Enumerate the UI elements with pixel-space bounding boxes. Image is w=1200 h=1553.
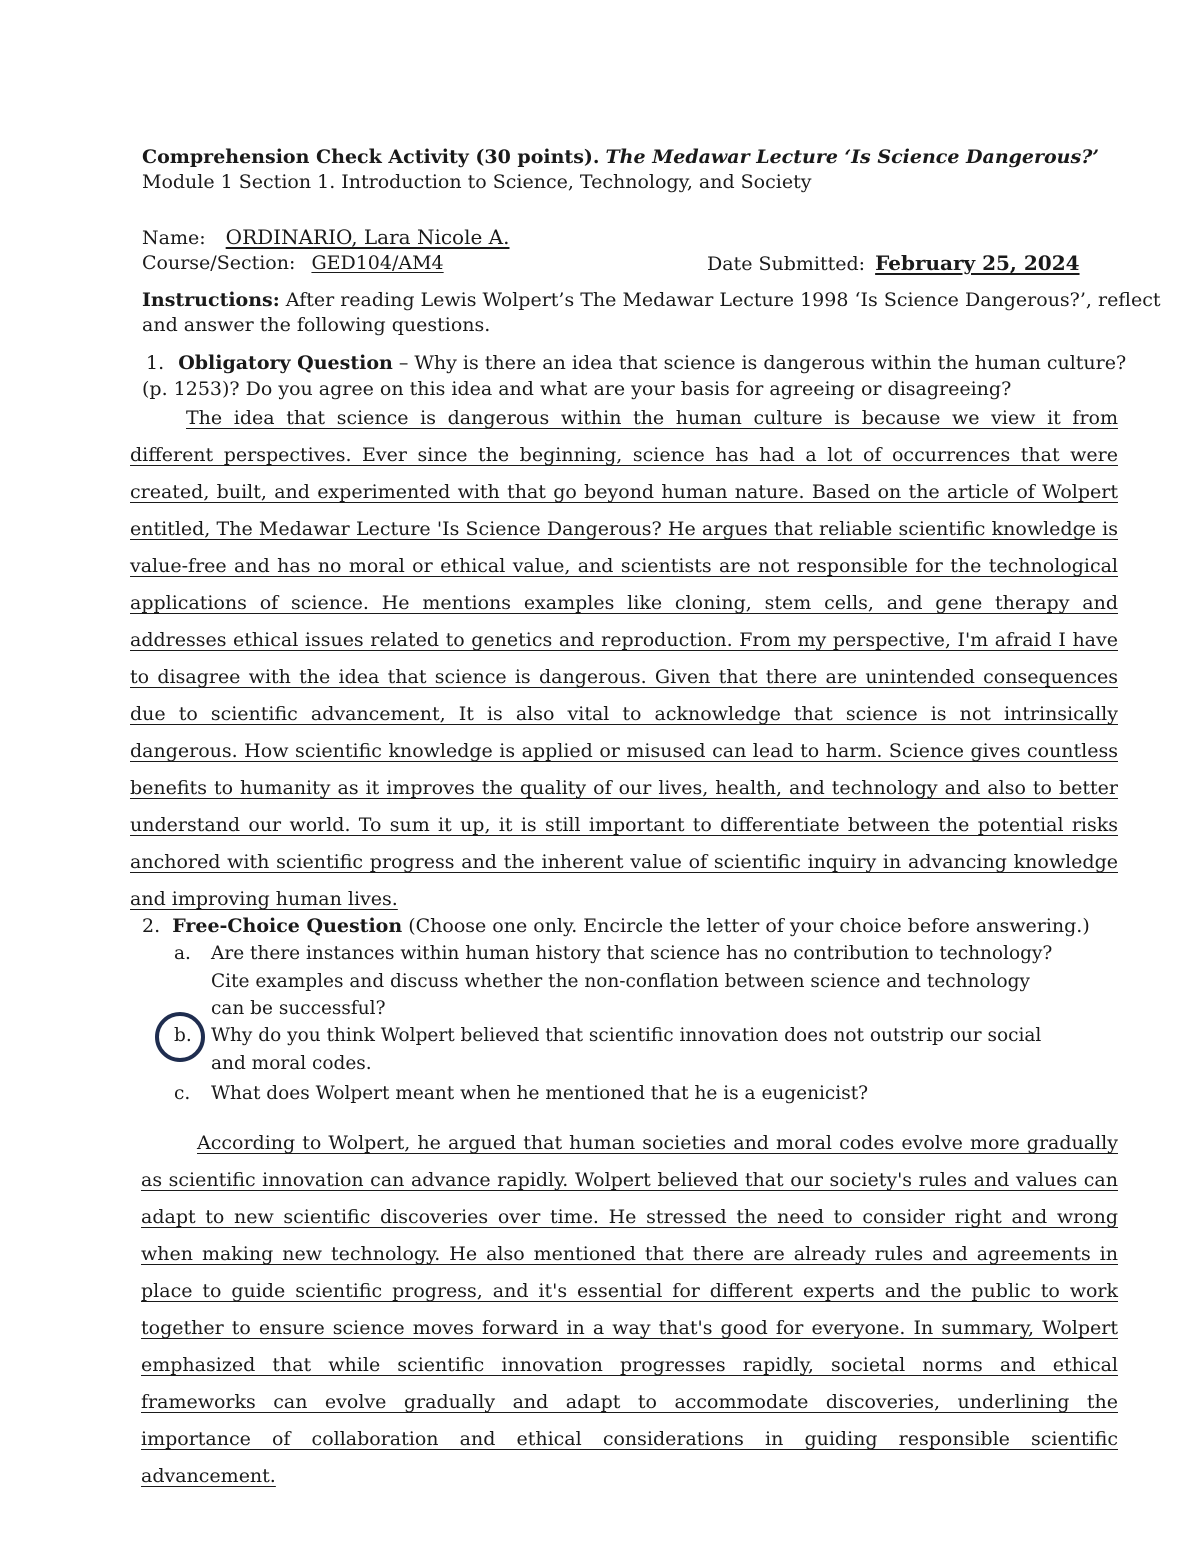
- name-value: ORDINARIO, Lara Nicole A.: [225, 225, 510, 249]
- activity-header: [142, 145, 1099, 169]
- option-a[interactable]: [174, 940, 1074, 1024]
- course-value: GED104/AM4: [311, 252, 444, 274]
- question2-label: Free-Choice Question: [172, 915, 403, 937]
- question1-text: – Why is there an idea that science is dangerous within the human culture?: [392, 352, 1127, 374]
- date-row: [707, 251, 1080, 276]
- option-letter: b.: [174, 1025, 192, 1046]
- name-row: [142, 225, 509, 250]
- instructions-line1: [142, 288, 1161, 312]
- question1-number: 1.: [146, 352, 165, 374]
- lecture-title: The Medawar Lecture ‘Is Science Dangerous?’: [605, 146, 1099, 168]
- question1-label: Obligatory Question: [178, 352, 393, 374]
- course-label: Course/Section:: [142, 252, 296, 274]
- option-text: What does Wolpert meant when he mentioned that he is a eugenicist?: [211, 1083, 869, 1104]
- option-c[interactable]: [174, 1080, 1074, 1108]
- question2-number: 2.: [142, 915, 161, 937]
- option-text: Why do you think Wolpert believed that scientific innovation does not outstrip our social and moral codes.: [211, 1025, 1042, 1074]
- question1-line2: (p. 1253)? Do you agree on this idea and what are your basis for agreeing or disagreeing?: [142, 378, 1012, 400]
- option-letter: c.: [174, 1083, 191, 1104]
- date-label: Date Submitted:: [707, 253, 866, 275]
- selected-choice-circle: [155, 1012, 205, 1062]
- name-label: Name:: [142, 227, 206, 249]
- question2-answer: [141, 1125, 1118, 1495]
- option-text: Are there instances within human history that science has no contribution to technology? Cite examples and discuss whether the non-conflation between science and technology can be successful?: [211, 943, 1053, 1019]
- instructions-text: After reading Lewis Wolpert’s The Medawar Lecture 1998 ‘Is Science Dangerous?’, reflect: [279, 289, 1161, 311]
- question1-line1: [146, 351, 1126, 375]
- question1-answer: [130, 400, 1118, 918]
- question2-line: [142, 914, 1090, 938]
- date-value: February 25, 2024: [875, 251, 1080, 275]
- question1-answer-text: The idea that science is dangerous within the human culture is because we view it from different perspectives. Ever since the beginning, science has had a lot of occurrences that were created, built, and experimented with that go beyond human nature. Based on the article of Wolpert entitled, The Medawar Lecture 'Is Science Dangerous? He argues that reliable scientific knowledge is value-free and has no moral or ethical value, and scientists are not responsible for the technological applications of science. He mentions examples like cloning, stem cells, and gene therapy and addresses ethical issues related to genetics and reproduction. From my perspective, I'm afraid I have to disagree with the idea that science is dangerous. Given that there are unintended consequences due to scientific advancement, It is also vital to acknowledge that science is not intrinsically dangerous. How scientific knowledge is applied or misused can lead to harm. Science gives countless benefits to humanity as it improves the quality of our lives, health, and technology and also to better understand our world. To sum it up, it is still important to differentiate between the potential risks anchored with scientific progress and the inherent value of scientific inquiry in advancing knowledge and improving human lives.: [130, 407, 1118, 910]
- question2-answer-text: According to Wolpert, he argued that human societies and moral codes evolve more gradually as scientific innovation can advance rapidly. Wolpert believed that our society's rules and values can adapt to new scientific discoveries over time. He stressed the need to consider right and wrong when making new technology. He also mentioned that there are already rules and agreements in place to guide scientific progress, and it's essential for different experts and the public to work together to ensure science moves forward in a way that's good for everyone. In summary, Wolpert emphasized that while scientific innovation progresses rapidly, societal norms and ethical frameworks can evolve gradually and adapt to accommodate discoveries, underlining the importance of collaboration and ethical considerations in guiding responsible scientific advancement.: [141, 1132, 1118, 1487]
- activity-title: Comprehension Check Activity (30 points).: [142, 146, 600, 168]
- instructions-label: Instructions:: [142, 289, 280, 311]
- option-b[interactable]: [174, 1022, 1074, 1078]
- option-letter: a.: [174, 943, 191, 964]
- instructions-line2: and answer the following questions.: [142, 314, 491, 336]
- module-line: Module 1 Section 1. Introduction to Science, Technology, and Society: [142, 171, 812, 193]
- question2-instruction: (Choose one only. Encircle the letter of your choice before answering.): [402, 915, 1090, 937]
- course-row: [142, 251, 444, 275]
